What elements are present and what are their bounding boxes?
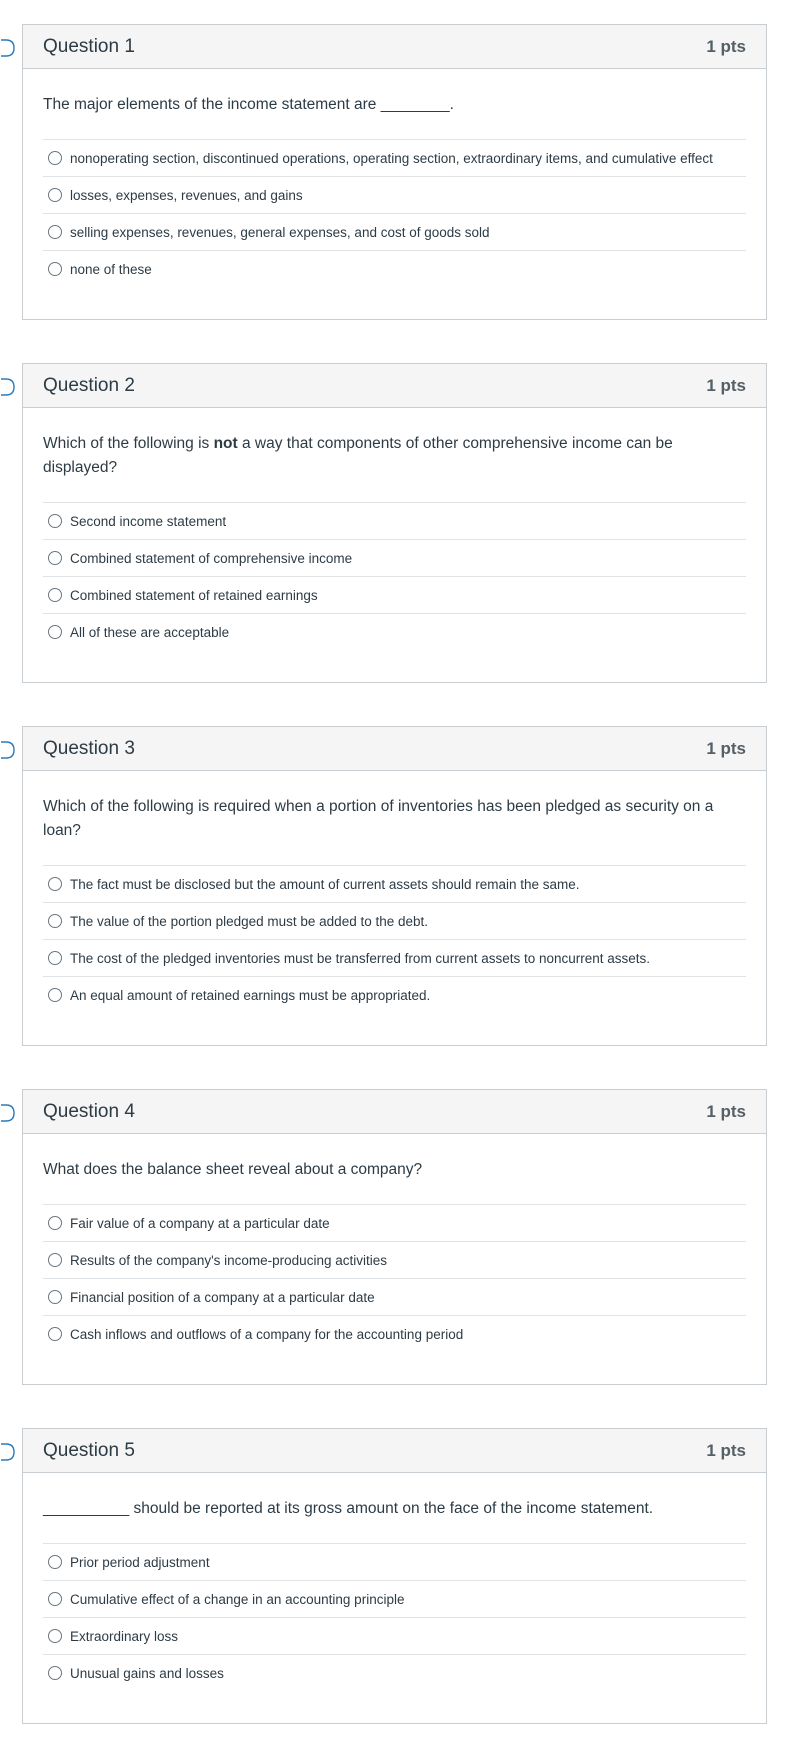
answer-label: Extraordinary loss xyxy=(70,1628,179,1644)
radio-button[interactable] xyxy=(48,625,62,639)
question-title: Question 4 xyxy=(43,1100,135,1122)
radio-button[interactable] xyxy=(48,1555,62,1569)
answer-label: The cost of the pledged inventories must be transferred from current assets to noncurrent assets. xyxy=(70,950,651,966)
question-text-part: __________ should be reported at its gross amount on the face of the income statement. xyxy=(43,1500,654,1517)
radio-button[interactable] xyxy=(48,951,62,965)
radio-button[interactable] xyxy=(48,1327,62,1341)
question-text-part: a way that components of other comprehensive income can be displayed? xyxy=(43,435,673,476)
question-title: Question 5 xyxy=(43,1439,135,1461)
answer-label: Unusual gains and losses xyxy=(70,1665,224,1681)
question-points: 1 pts xyxy=(706,1101,746,1121)
question-2 xyxy=(22,363,767,683)
question-text-emphasis: not xyxy=(213,435,238,452)
answer-label: Cash inflows and outflows of a company for the accounting period xyxy=(70,1326,464,1342)
radio-button[interactable] xyxy=(48,151,62,165)
answer-label: Cumulative effect of a change in an accounting principle xyxy=(70,1591,405,1607)
answer-label: Combined statement of comprehensive income xyxy=(70,550,353,566)
flag-question-icon[interactable] xyxy=(1,378,15,396)
question-points: 1 pts xyxy=(706,738,746,758)
answer-label: Results of the company's income-producing activities xyxy=(70,1252,387,1268)
question-header xyxy=(23,364,766,408)
question-header xyxy=(23,727,766,771)
answer-label: Second income statement xyxy=(70,513,227,529)
answer-option[interactable] xyxy=(43,1241,746,1278)
radio-button[interactable] xyxy=(48,1666,62,1680)
question-3 xyxy=(22,726,767,1046)
radio-button[interactable] xyxy=(48,551,62,565)
question-1 xyxy=(22,24,767,320)
answer-label: selling expenses, revenues, general expenses, and cost of goods sold xyxy=(70,224,490,240)
answer-label: none of these xyxy=(70,261,152,277)
question-points: 1 pts xyxy=(706,375,746,395)
question-text xyxy=(43,795,746,843)
question-4 xyxy=(22,1089,767,1385)
question-title: Question 1 xyxy=(43,35,135,57)
answer-option[interactable] xyxy=(43,1654,746,1691)
answer-list xyxy=(43,139,746,287)
answer-label: Prior period adjustment xyxy=(70,1554,210,1570)
answer-option[interactable] xyxy=(43,576,746,613)
flag-question-icon[interactable] xyxy=(1,1104,15,1122)
radio-button[interactable] xyxy=(48,1629,62,1643)
question-text-part: What does the balance sheet reveal about a company? xyxy=(43,1161,423,1178)
radio-button[interactable] xyxy=(48,1216,62,1230)
question-5 xyxy=(22,1428,767,1724)
radio-button[interactable] xyxy=(48,588,62,602)
answer-option[interactable] xyxy=(43,1580,746,1617)
question-body xyxy=(23,1473,766,1709)
radio-button[interactable] xyxy=(48,514,62,528)
answer-label: losses, expenses, revenues, and gains xyxy=(70,187,303,203)
answer-label: An equal amount of retained earnings must be appropriated. xyxy=(70,987,431,1003)
radio-button[interactable] xyxy=(48,1592,62,1606)
answer-option[interactable] xyxy=(43,250,746,287)
question-header xyxy=(23,1090,766,1134)
answer-list xyxy=(43,1543,746,1691)
answer-option[interactable] xyxy=(43,213,746,250)
radio-button[interactable] xyxy=(48,225,62,239)
answer-label: The fact must be disclosed but the amount of current assets should remain the same. xyxy=(70,876,580,892)
flag-question-icon[interactable] xyxy=(1,39,15,57)
question-title: Question 3 xyxy=(43,737,135,759)
question-text xyxy=(43,432,746,480)
question-body xyxy=(23,771,766,1031)
question-text xyxy=(43,1497,746,1521)
question-body xyxy=(23,69,766,305)
question-points: 1 pts xyxy=(706,36,746,56)
answer-list xyxy=(43,502,746,650)
question-text-part: The major elements of the income statement are ________. xyxy=(43,96,454,113)
answer-option[interactable] xyxy=(43,1315,746,1352)
answer-label: Combined statement of retained earnings xyxy=(70,587,318,603)
answer-option[interactable] xyxy=(43,139,746,176)
answer-option[interactable] xyxy=(43,176,746,213)
answer-option[interactable] xyxy=(43,1278,746,1315)
answer-option[interactable] xyxy=(43,976,746,1013)
answer-label: Financial position of a company at a particular date xyxy=(70,1289,375,1305)
question-text-part: Which of the following is xyxy=(43,435,214,452)
answer-label: The value of the portion pledged must be added to the debt. xyxy=(70,913,429,929)
question-title: Question 2 xyxy=(43,374,135,396)
question-points: 1 pts xyxy=(706,1440,746,1460)
answer-option[interactable] xyxy=(43,1204,746,1241)
question-header xyxy=(23,1429,766,1473)
answer-label: All of these are acceptable xyxy=(70,624,230,640)
flag-question-icon[interactable] xyxy=(1,741,15,759)
question-body xyxy=(23,408,766,668)
answer-list xyxy=(43,1204,746,1352)
radio-button[interactable] xyxy=(48,1290,62,1304)
answer-option[interactable] xyxy=(43,939,746,976)
radio-button[interactable] xyxy=(48,914,62,928)
answer-option[interactable] xyxy=(43,1543,746,1580)
answer-option[interactable] xyxy=(43,539,746,576)
radio-button[interactable] xyxy=(48,877,62,891)
question-header xyxy=(23,25,766,69)
question-text xyxy=(43,1158,746,1182)
radio-button[interactable] xyxy=(48,262,62,276)
answer-option[interactable] xyxy=(43,902,746,939)
radio-button[interactable] xyxy=(48,188,62,202)
question-body xyxy=(23,1134,766,1370)
question-text-part: Which of the following is required when a portion of inventories has been pledged as security on a loan? xyxy=(43,798,714,839)
answer-option[interactable] xyxy=(43,865,746,902)
flag-question-icon[interactable] xyxy=(1,1443,15,1461)
answer-option[interactable] xyxy=(43,502,746,539)
answer-label: Fair value of a company at a particular date xyxy=(70,1215,330,1231)
question-text xyxy=(43,93,746,117)
answer-option[interactable] xyxy=(43,1617,746,1654)
answer-label: nonoperating section, discontinued operations, operating section, extraordinary items, and cumulative effect xyxy=(70,150,713,166)
radio-button[interactable] xyxy=(48,988,62,1002)
answer-option[interactable] xyxy=(43,613,746,650)
answer-list xyxy=(43,865,746,1013)
radio-button[interactable] xyxy=(48,1253,62,1267)
